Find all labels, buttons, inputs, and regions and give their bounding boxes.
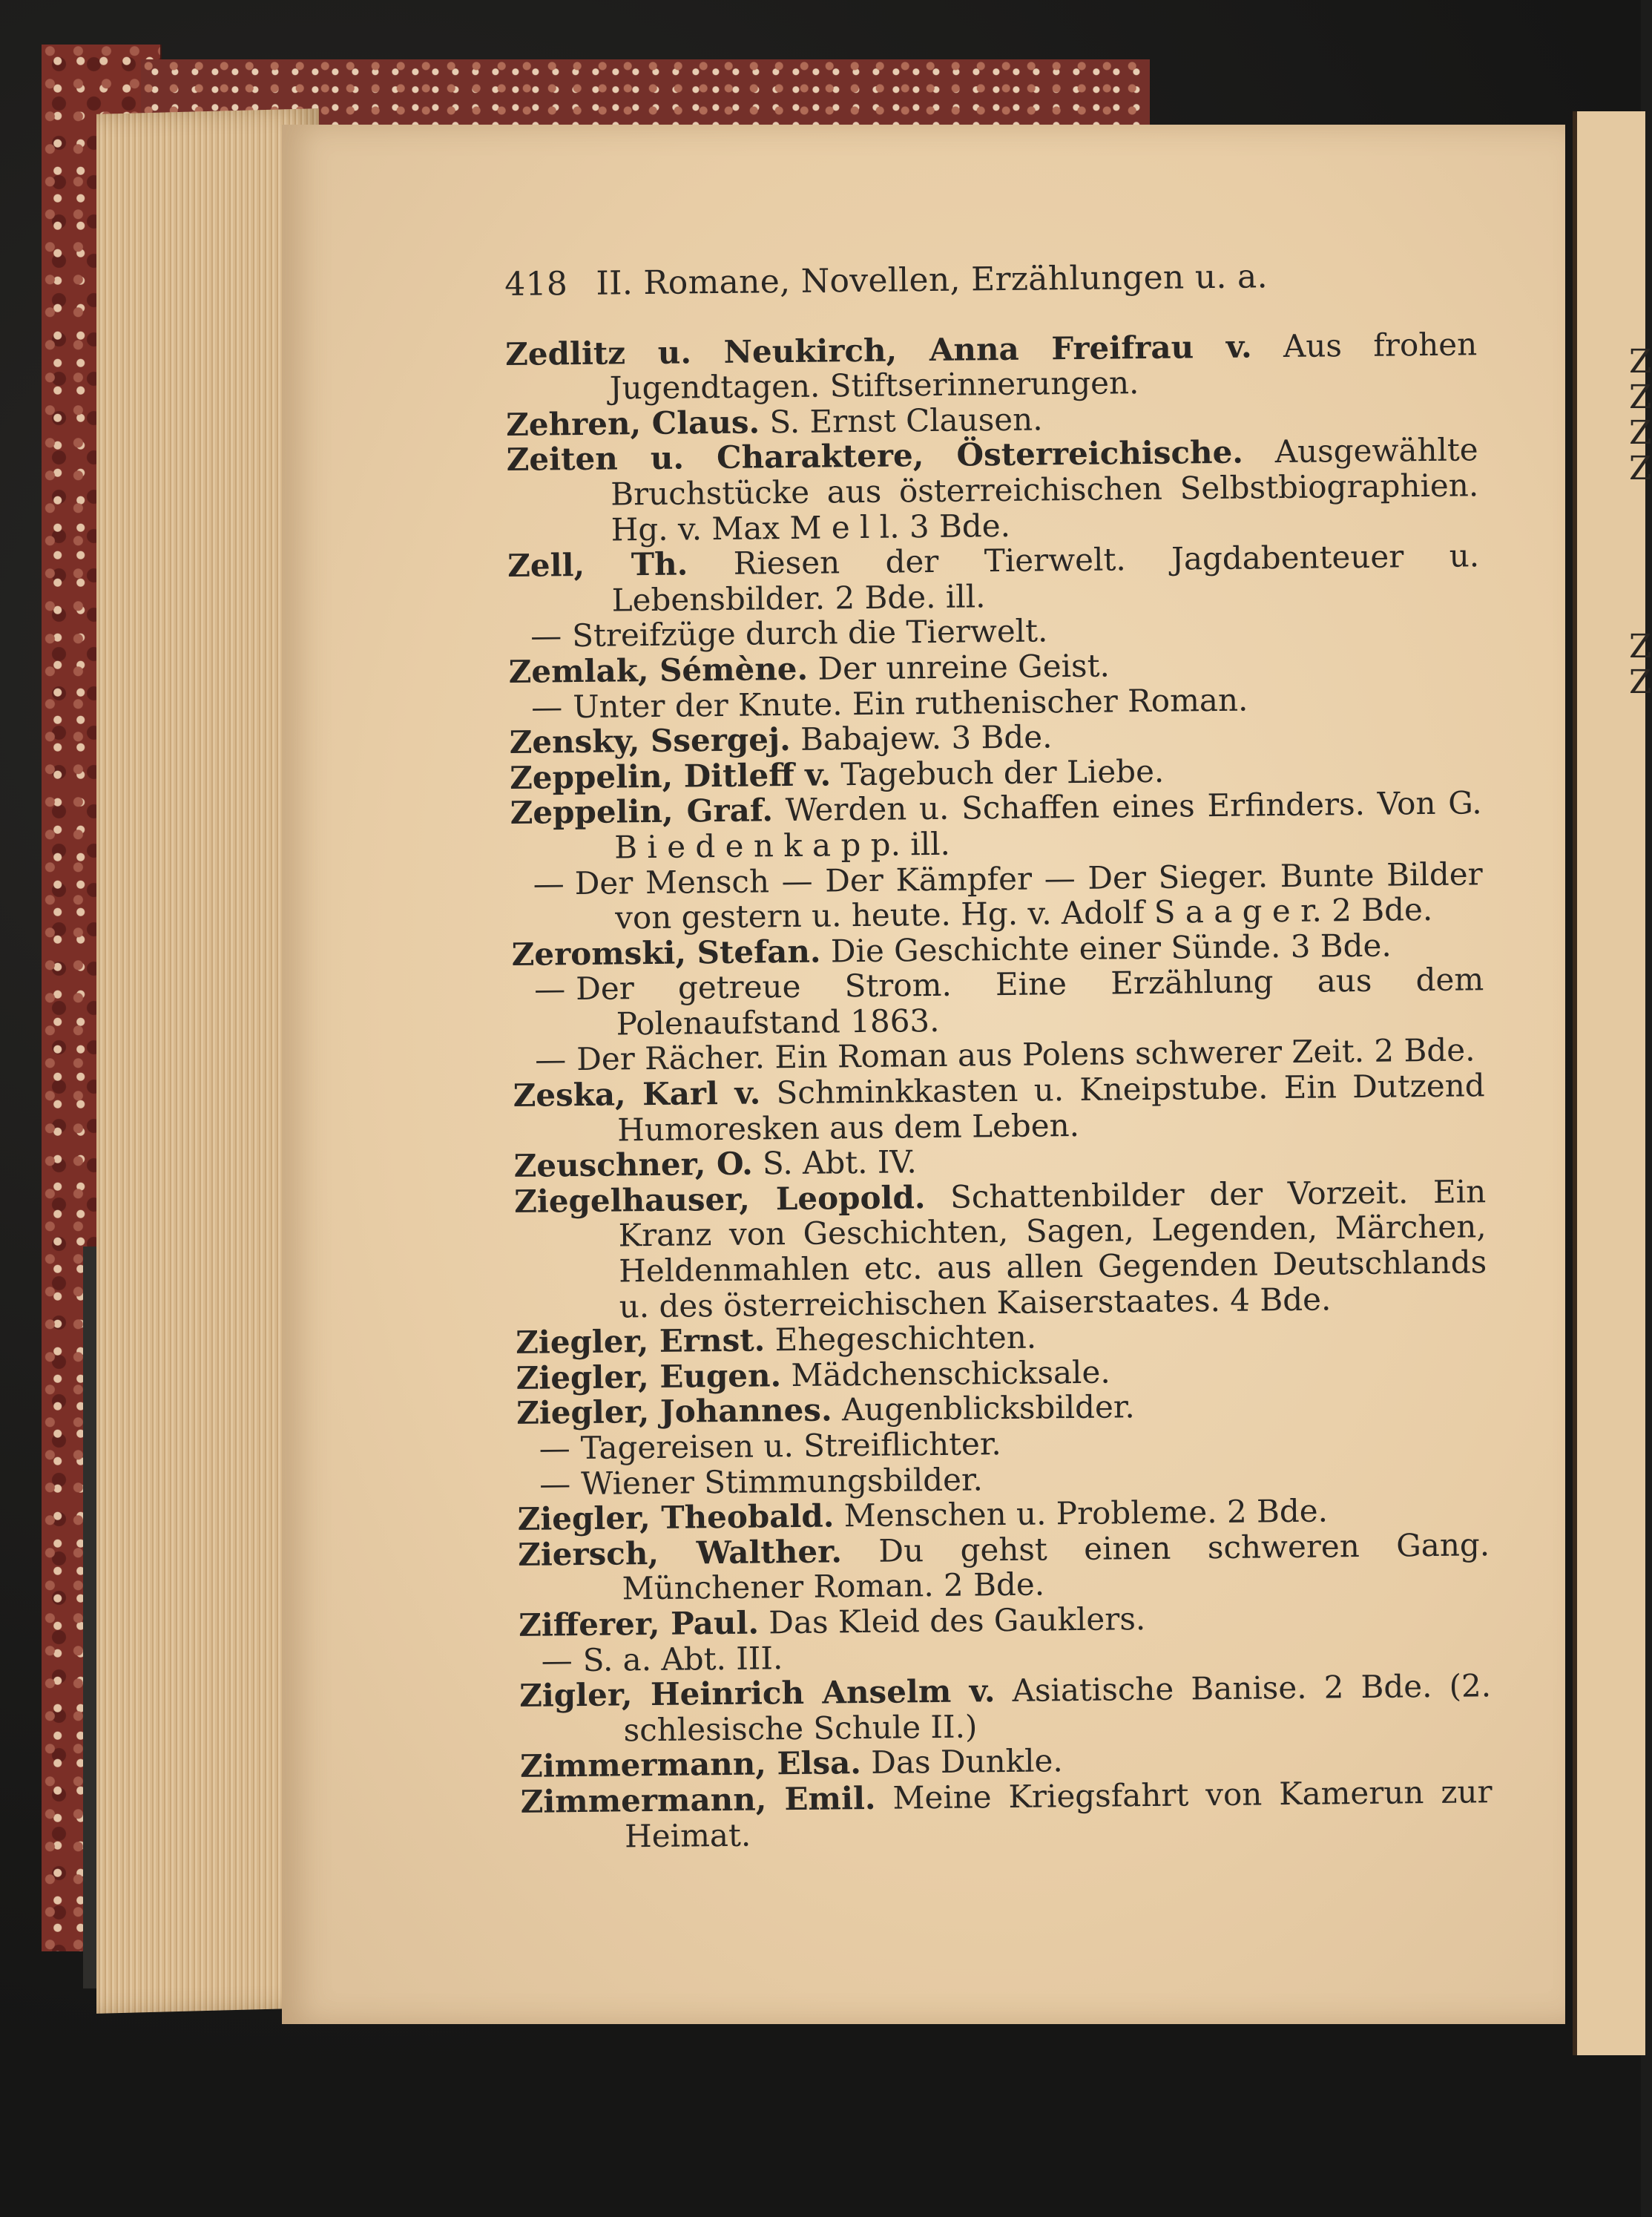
- entry-author: Zedlitz u. Neukirch, Anna Freifrau v.: [504, 328, 1252, 372]
- entry-title: Unter der Knute. Ein ruthenischer Roman.: [572, 681, 1248, 725]
- list-item: [512, 962, 1484, 1043]
- entry-title: Das Dunkle.: [871, 1742, 1063, 1781]
- entry-title: Schminkkasten u. Kneipstube. Ein Dutzend Humoresken aus dem Leben.: [616, 1067, 1485, 1149]
- entry-author: Zigler, Heinrich Anselm v.: [519, 1672, 996, 1715]
- entry-title: Der getreue Strom. Eine Erzählung aus dem Polenaufstand 1863.: [575, 961, 1484, 1042]
- entry-title: Ehegeschichten.: [774, 1318, 1037, 1359]
- entry-title: Menschen u. Probleme. 2 Bde.: [843, 1492, 1329, 1534]
- entry-author: Zeuschner, O.: [513, 1145, 753, 1185]
- page-text: [504, 257, 1493, 1855]
- entry-author: Zifferer, Paul.: [518, 1604, 760, 1643]
- facing-page-letter: Z: [1629, 343, 1652, 381]
- entry-list: [505, 326, 1493, 1855]
- list-item: [507, 538, 1480, 619]
- entry-title: Der Rächer. Ein Roman aus Polens schwerer Zeit. 2 Bde.: [576, 1031, 1475, 1078]
- entry-author: Zeppelin, Graf.: [510, 792, 774, 832]
- entry-author: Zehren, Claus.: [505, 404, 760, 443]
- entry-author: Zemlak, Sémène.: [508, 650, 809, 690]
- list-item: [520, 1774, 1493, 1855]
- list-item: [513, 1068, 1485, 1149]
- entry-title: Wiener Stimmungsbilder.: [580, 1460, 984, 1502]
- entry-title: Tagereisen u. Streiflichter.: [580, 1425, 1001, 1467]
- entry-title: S. Ernst Clausen.: [769, 401, 1043, 441]
- entry-title: Werden u. Schaffen eines Erfinders. Von G. B i e d e n k a p p. ill.: [613, 784, 1482, 866]
- entry-title: Das Kleid des Gauklers.: [769, 1600, 1146, 1641]
- entry-title: Mädchenschicksale.: [791, 1353, 1110, 1393]
- entry-author: Zeska, Karl v.: [513, 1074, 761, 1114]
- entry-author: Ziegler, Johannes.: [516, 1391, 832, 1432]
- entry-title: Augenblicksbilder.: [841, 1388, 1135, 1428]
- list-item: [506, 433, 1478, 548]
- entry-dash: —: [533, 970, 566, 1008]
- entry-title: Riesen der Tierwelt. Jagdabenteuer u. Lebensbilder. 2 Bde. ill.: [611, 537, 1480, 619]
- facing-page-letter: Z: [1629, 414, 1652, 452]
- entry-author: Zimmermann, Emil.: [520, 1779, 876, 1820]
- entry-title: Babajew. 3 Bde.: [800, 718, 1053, 758]
- entry-author: Zensky, Ssergej.: [509, 721, 791, 761]
- entry-author: Ziersch, Walther.: [517, 1533, 843, 1573]
- entry-title: Asiatische Banise. 2 Bde. (2. schlesische Schule II.): [623, 1667, 1492, 1749]
- entry-title: S. Abt. IV.: [762, 1143, 917, 1182]
- entry-author: Zeppelin, Ditleff v.: [509, 756, 832, 796]
- entry-title: Die Geschichte einer Sünde. 3 Bde.: [830, 927, 1392, 970]
- entry-author: Ziegler, Eugen.: [516, 1356, 782, 1396]
- entry-dash: —: [530, 688, 563, 726]
- entry-author: Zell, Th.: [507, 545, 688, 585]
- page-number: 418: [504, 265, 568, 303]
- list-item: [518, 1527, 1490, 1608]
- facing-page-letter: Z: [1629, 663, 1652, 701]
- entry-title: Ausgewählte Bruchstücke aus österreichischen Selbstbiographien. Hg. v. Max M e l l. 3 Bde.: [610, 431, 1479, 548]
- entry-author: Zeromski, Stefan.: [511, 933, 821, 973]
- section-title: II. Romane, Novellen, Erzählungen u. a.: [596, 257, 1268, 303]
- entry-dash: —: [541, 1641, 573, 1679]
- entry-author: Zeiten u. Charaktere, Österreichische.: [506, 433, 1244, 479]
- entry-dash: —: [539, 1430, 570, 1467]
- facing-page-letter: Z: [1629, 378, 1652, 416]
- facing-page-letter: Z: [1629, 450, 1652, 487]
- entry-title: Schattenbilder der Vorzeit. Ein Kranz von Geschichten, Sagen, Legenden, Märchen, Heldenmahlen etc. aus allen Gegenden Deutschlands u. des österreichischen Kaiserstaates. 4 Bde.: [618, 1173, 1487, 1325]
- entry-dash: —: [539, 1465, 571, 1502]
- entry-author: Ziegler, Ernst.: [515, 1321, 766, 1362]
- entry-title: Streifzüge durch die Tierwelt.: [571, 612, 1048, 654]
- entry-title: Meine Kriegsfahrt von Kamerun zur Heimat.: [624, 1773, 1493, 1854]
- list-item: [519, 1668, 1492, 1749]
- entry-dash: —: [534, 1041, 567, 1079]
- entry-title: Der Mensch — Der Kämpfer — Der Sieger. Bunte Bilder von gestern u. heute. Hg. v. Adolf S a a g e r. 2 Bde.: [574, 855, 1483, 936]
- entry-author: Ziegelhauser, Leopold.: [513, 1178, 926, 1220]
- list-item: [510, 786, 1482, 867]
- list-item: [514, 1174, 1487, 1325]
- facing-page-letter: Z: [1629, 628, 1652, 666]
- entry-title: S. a. Abt. III.: [582, 1639, 783, 1678]
- entry-author: Ziegler, Theobald.: [517, 1497, 835, 1538]
- entry-title: Du gehst einen schweren Gang. Münchener Roman. 2 Bde.: [622, 1525, 1490, 1607]
- running-header: [504, 257, 1476, 302]
- entry-title: Aus frohen Jugendtagen. Stiftserinnerungen.: [609, 325, 1478, 407]
- entry-author: Zimmermann, Elsa.: [519, 1744, 862, 1785]
- entry-title: Der unreine Geist.: [817, 647, 1110, 687]
- entry-title: Tagebuch der Liebe.: [840, 752, 1165, 793]
- list-item: [505, 326, 1478, 407]
- list-item: [510, 856, 1483, 937]
- entry-dash: —: [533, 864, 565, 902]
- entry-dash: —: [530, 617, 562, 655]
